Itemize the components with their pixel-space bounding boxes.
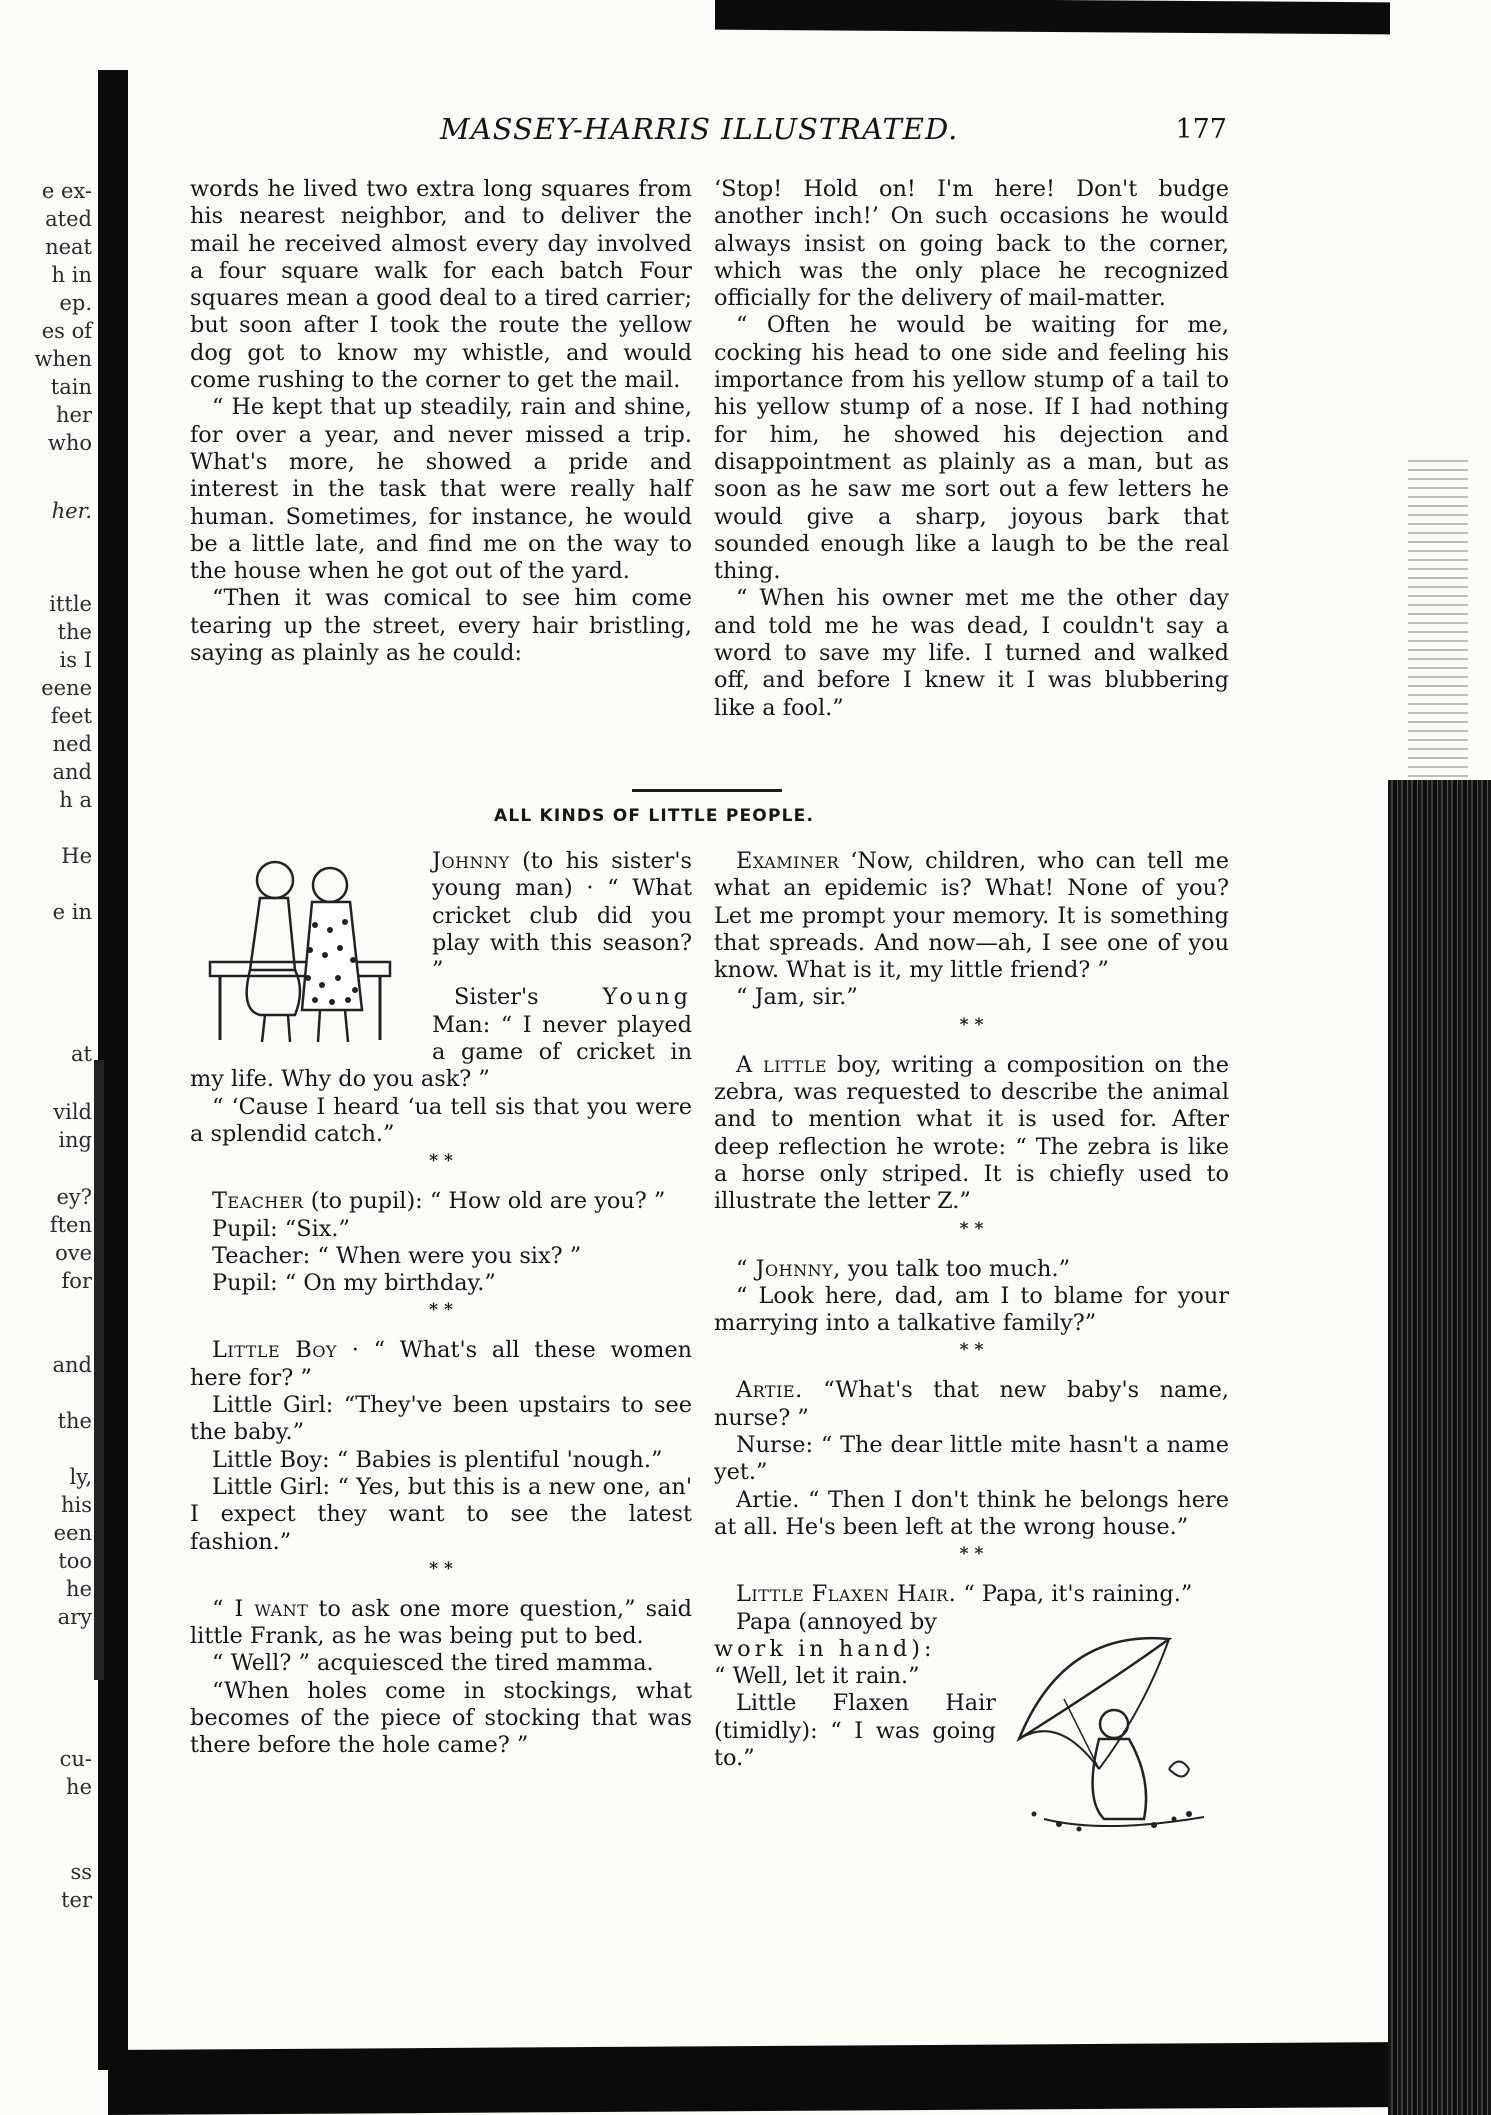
paragraph: words he lived two extra long squares from his nearest neighbor, and to deliver the mail he received almost every day involved a four square walk for each batch Four squares mean a good deal to a tired carrier; but soon after I took the route the yellow dog got to know my whistle, and would come rushing to the corner to get the mail. — [190, 176, 692, 394]
speaker: A little — [736, 1051, 828, 1078]
fragment: ly, — [69, 1465, 92, 1489]
joke-line: Little Girl: “They've been upstairs to see the baby.” — [190, 1392, 692, 1446]
fragment: vild — [53, 1100, 92, 1124]
section-stars: * * — [959, 1014, 984, 1035]
joke-flaxen-hair — [714, 1581, 1229, 1608]
fragment: h in — [51, 263, 92, 287]
fragment: ary — [57, 1605, 92, 1629]
joke-little-boy — [190, 1337, 692, 1392]
fragment: and — [52, 1353, 92, 1377]
fragment: ned — [52, 732, 92, 756]
joke-johnny-talk — [714, 1256, 1229, 1283]
joke-line: Pupil: “ On my birthday.” — [212, 1270, 496, 1297]
joke-line: Little Boy: “ Babies is plentiful 'nough.” — [212, 1446, 663, 1473]
story-column-right — [714, 176, 1229, 722]
fragment: h a — [59, 788, 92, 812]
scan-edge-top — [715, 0, 1390, 34]
fragment: her — [56, 403, 92, 427]
scan-edge-right — [1388, 780, 1491, 2115]
fragment: he — [66, 1775, 92, 1799]
joke-text: “What's that new baby's name, nurse? ” — [714, 1377, 1229, 1431]
joke-line: Nurse: “ The dear little mite hasn't a name yet.” — [714, 1432, 1229, 1486]
speaker: Young — [602, 984, 692, 1011]
fragment: ing — [58, 1128, 92, 1152]
fragment: the — [57, 620, 92, 644]
section-stars: * * — [429, 1558, 453, 1579]
page-number: 177 — [1175, 114, 1227, 145]
fragment: the — [57, 1409, 92, 1433]
joke-line: Teacher: “ When were you six? ” — [212, 1242, 582, 1269]
paragraph: “ When his owner met me the other day and told me he was dead, I couldn't say a word to save my life. I turned and walked off, and before I knew it I was blubbering like a fool.” — [714, 585, 1229, 721]
paragraph: “ Often he would be waiting for me, cocking his head to one side and feeling his importance from his yellow stump of a tail to his yellow stump of a nose. If I had nothing for him, he showed his dejection and disappointment as plainly as a man, but as soon as he saw me sort out a few letters he would give a sharp, joyous bark that sounded enough like a laugh to be the real thing. — [714, 312, 1229, 585]
joke-zebra — [714, 1052, 1229, 1216]
fragment: ey? — [56, 1185, 92, 1209]
umbrella-drawing — [1004, 1619, 1229, 1849]
running-header — [185, 112, 1245, 152]
section-stars: * * — [429, 1300, 453, 1321]
joke-text: Man: “ I never played a game of cricket in my life. Why do you ask? ” — [190, 1011, 692, 1093]
speaker: Sister's — [454, 984, 539, 1011]
joke-text: boy, writing a composition on the zebra, was requested to describe the animal and to mention what it is used for. After deep reflection he wrote: “ The zebra is like a horse only striped. It is chiefly used to illustrate the letter Z.” — [714, 1051, 1229, 1215]
fragment: at — [71, 1042, 92, 1066]
joke-line: “ Well? ” acquiesced the tired mamma. — [212, 1650, 654, 1677]
joke-text: (to pupil): “ How old are you? ” — [303, 1188, 666, 1215]
fragment: he — [66, 1577, 92, 1601]
joke-line: Artie. “ Then I don't think he belongs here at all. He's been left at the wrong house.” — [714, 1486, 1229, 1540]
joke-line: Papa (annoyed by — [736, 1608, 937, 1635]
section-stars: * * — [429, 1151, 453, 1172]
joke-line: “When holes come in stockings, what becomes of the piece of stocking that was there before the hole came? ” — [190, 1677, 692, 1759]
joke-line: work in hand): — [714, 1635, 936, 1662]
joke-text: you talk too much.” — [840, 1255, 1071, 1282]
speaker: Little Boy — [212, 1337, 337, 1364]
jokes-column-right — [714, 848, 1229, 1849]
children-on-bench-illustration — [190, 850, 422, 1050]
fragment: her. — [51, 499, 92, 523]
fragment: for — [61, 1269, 92, 1293]
girl-with-umbrella-illustration — [1004, 1619, 1229, 1849]
bench-drawing — [190, 850, 422, 1050]
fragment: his — [60, 1493, 92, 1517]
fragment: ften — [49, 1213, 92, 1237]
speaker: “ Johnny, — [736, 1255, 841, 1282]
fragment: cu- — [59, 1747, 92, 1771]
fragment: too — [58, 1549, 92, 1573]
scan-noise-right — [1408, 460, 1468, 800]
fragment: ated — [45, 207, 92, 231]
joke-line: Little Flaxen Hair (timidly): “ I was going to.” — [714, 1690, 996, 1772]
paragraph: “Then it was comical to see him come tearing up the street, every hair bristling, saying as plainly as he could: — [190, 585, 692, 667]
section-stars: * * — [959, 1340, 984, 1361]
fragment: ss — [70, 1860, 92, 1884]
paragraph: ‘Stop! Hold on! I'm here! Don't budge another inch!’ On such occasions he would always insist on going back to the corner, which was the only place he recognized officially for the delivery of mail-matter. — [714, 176, 1229, 312]
fragment: is I — [59, 648, 92, 672]
speaker: Examiner — [736, 848, 840, 874]
joke-line: “ Jam, sir.” — [736, 984, 858, 1011]
joke-examiner — [714, 848, 1229, 984]
joke-text: “ Papa, it's raining.” — [956, 1581, 1193, 1608]
joke-text: ‘Now, children, who can tell me what an epidemic is? What! None of you? Let me prompt your memory. It is something that spreads. And now—ah, I see one of you know. What is it, my little friend? ” — [714, 848, 1229, 984]
paragraph: “ He kept that up steadily, rain and shine, for over a year, and never missed a trip. What's more, he showed a pride and interest in the task that were really half human. Sometimes, for instance, he would be a little late, and find me on the way to the house when he got out of the yard. — [190, 394, 692, 585]
fragment: es of — [41, 319, 92, 343]
fragment: He — [61, 844, 92, 868]
story-column-left — [190, 176, 692, 667]
fragment: ter — [61, 1888, 92, 1912]
fragment: ittle — [49, 592, 92, 616]
speaker: Little Flaxen Hair. — [736, 1581, 957, 1608]
joke-text: · “ What's all these women here for? ” — [190, 1337, 692, 1391]
joke-line: Pupil: “Six.” — [212, 1215, 350, 1242]
speaker: “ I want — [212, 1595, 309, 1622]
joke-line: “ ‘Cause I heard ‘ua tell sis that you were a splendid catch.” — [190, 1093, 692, 1147]
joke-teacher — [190, 1188, 692, 1215]
fragment: e ex- — [41, 179, 92, 203]
joke-text: (to his sister's young man) · “ What cricket club did you play with this season? ” — [432, 848, 692, 984]
fragment: een — [53, 1521, 92, 1545]
speaker: Artie. — [736, 1377, 803, 1404]
publication-title: MASSEY-HARRIS ILLUSTRATED. — [440, 112, 959, 146]
section-heading: ALL KINDS OF LITTLE PEOPLE. — [494, 806, 815, 826]
joke-line: “ Look here, dad, am I to blame for your marrying into a talkative family?” — [714, 1282, 1229, 1337]
fragment: who — [47, 431, 92, 455]
fragment: and — [52, 760, 92, 784]
fragment: tain — [50, 375, 92, 399]
joke-artie — [714, 1377, 1229, 1432]
fragment: eene — [41, 676, 92, 700]
jokes-column-left — [190, 848, 692, 1760]
joke-line: “ Well, let it rain.” — [714, 1663, 920, 1690]
fragment: ep. — [59, 291, 92, 315]
scan-edge-bottom — [108, 2042, 1388, 2115]
speaker: Teacher — [212, 1188, 304, 1215]
joke-line: Little Girl: “ Yes, but this is a new one, an' I expect they want to see the latest fashion.” — [190, 1473, 692, 1555]
joke-frank — [190, 1596, 692, 1651]
fragment: ove — [55, 1241, 92, 1265]
fragment: when — [34, 347, 92, 371]
section-stars: * * — [959, 1218, 984, 1239]
joke-text: to ask one more question,” said little Frank, as he was being put to bed. — [190, 1595, 692, 1650]
fragment: feet — [50, 704, 92, 728]
section-stars: * * — [959, 1544, 984, 1565]
speaker: Johnny — [432, 848, 510, 874]
fragment: e in — [52, 900, 92, 924]
binding-shadow-left-inner — [94, 1060, 104, 1680]
fragment: neat — [45, 235, 92, 259]
section-divider — [632, 789, 782, 792]
